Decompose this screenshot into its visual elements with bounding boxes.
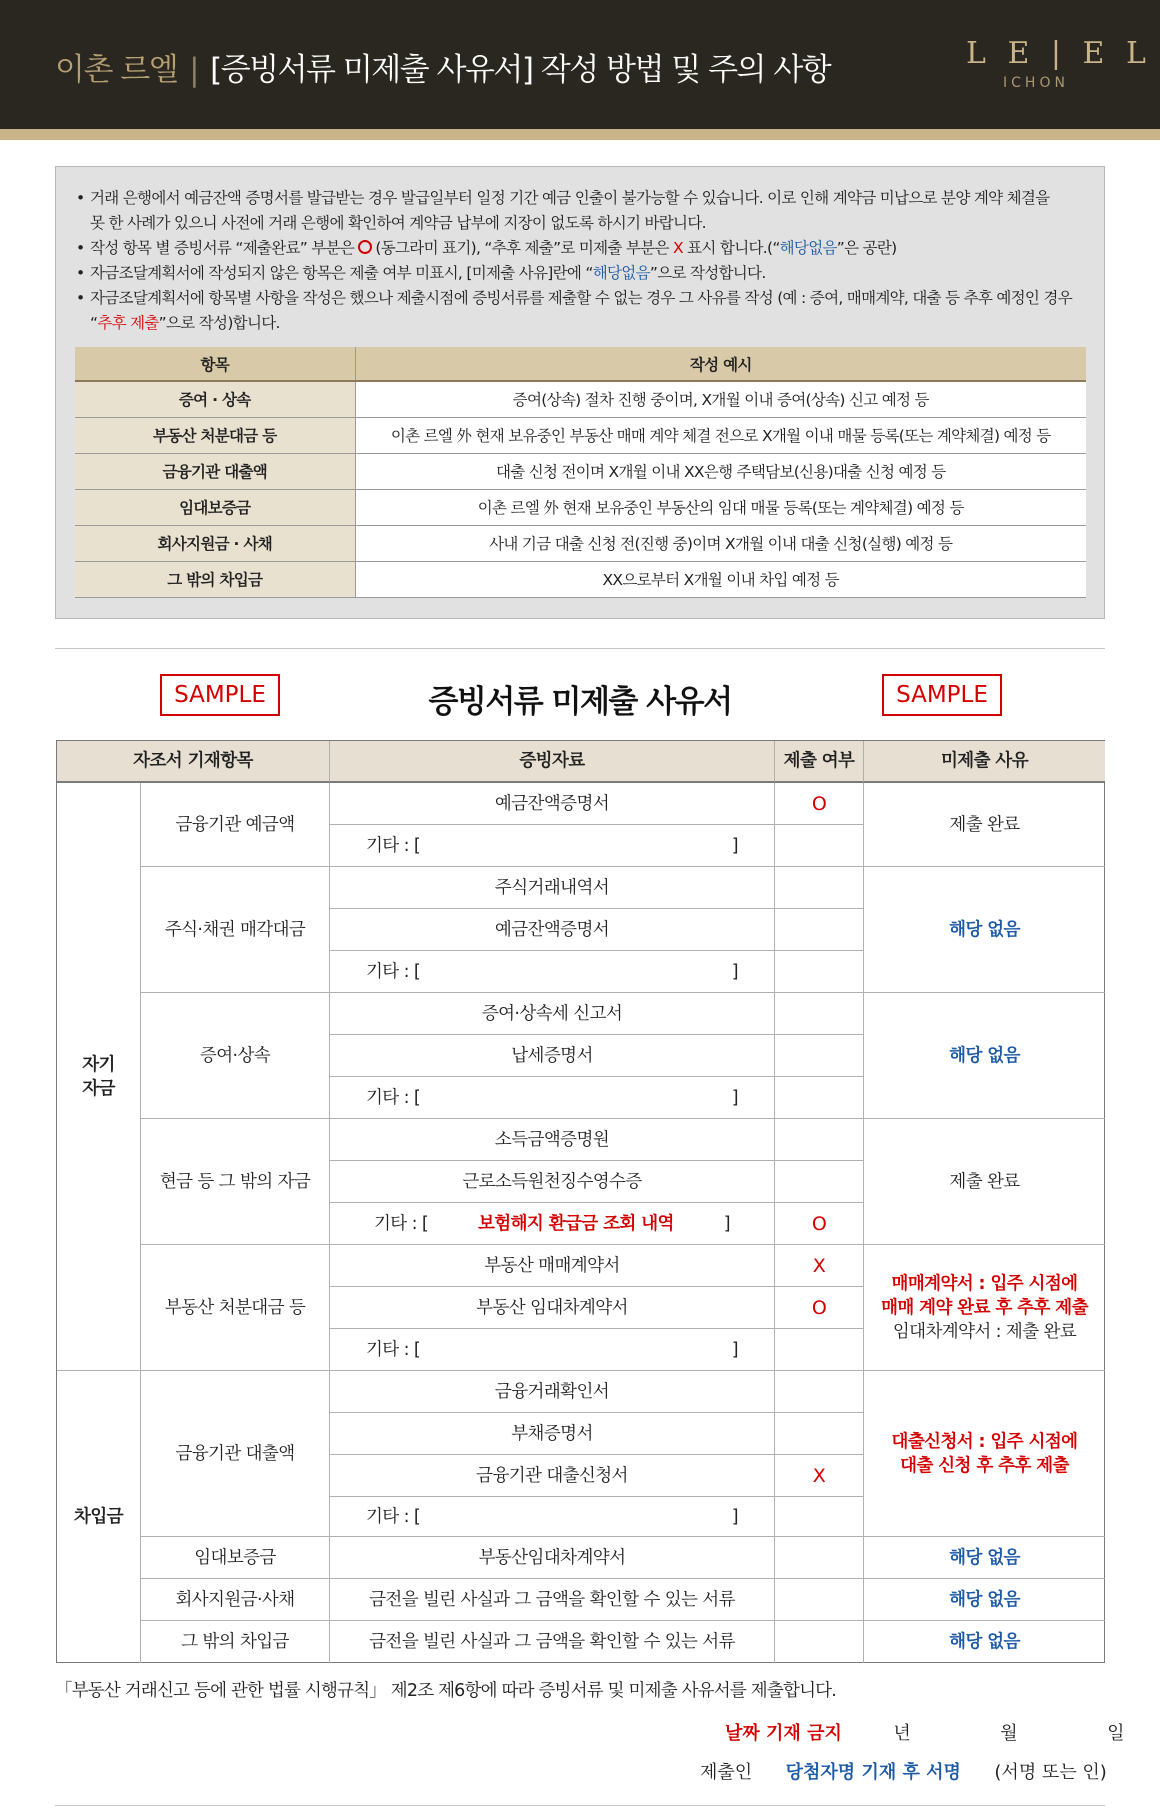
- sample-stamp-right: SAMPLE: [882, 674, 1002, 716]
- form-title: 증빙서류 미제출 사유서: [428, 684, 732, 720]
- circle-mark-icon: [358, 240, 372, 254]
- group-own-funds: 자기 자금: [57, 783, 141, 1371]
- reason-line: 매매 계약 완료 후 추후 제출: [881, 1297, 1088, 1318]
- doc-debt-cert: 부채증명서: [330, 1413, 775, 1455]
- etc-label: 기타 : [: [366, 961, 421, 982]
- group-borrowed: 차입금: [57, 1371, 141, 1663]
- example-header-item: 항목: [75, 347, 355, 381]
- submitted-empty: [775, 1161, 864, 1203]
- notice-box: [55, 166, 1105, 619]
- etc-label: 기타 : [: [374, 1213, 429, 1234]
- header-reason: 미제출 사유: [864, 741, 1105, 783]
- submitted-empty: [775, 1579, 864, 1621]
- doc-borrow-proof: 금전을 빌린 사실과 그 금액을 확인할 수 있는 서류: [330, 1621, 775, 1663]
- example-text: 사내 기금 대출 신청 전(진행 중)이며 X개월 이내 대출 신청(실행) 예정 등: [355, 525, 1086, 561]
- reason-stock: 해당 없음: [864, 867, 1105, 993]
- signature-note: 당첨자명 기재 후 서명: [785, 1762, 961, 1783]
- table-row: [75, 381, 1086, 417]
- table-row: [75, 453, 1086, 489]
- notice-text: ”으로 작성합니다.: [649, 264, 766, 282]
- doc-borrow-proof: 금전을 빌린 사실과 그 금액을 확인할 수 있는 서류: [330, 1579, 775, 1621]
- etc-label: 기타 : [: [366, 1506, 421, 1527]
- doc-lease-contract: 부동산 임대차계약서: [330, 1287, 775, 1329]
- item-other-loan: 그 밖의 차입금: [141, 1621, 330, 1663]
- reason-realestate: [864, 1245, 1105, 1371]
- example-header-example: 작성 예시: [355, 347, 1086, 381]
- submitted-empty: [775, 1371, 864, 1413]
- notice-highlight: 해당없음: [592, 264, 650, 282]
- etc-value: 보험해지 환급금 조회 내역: [477, 1213, 674, 1234]
- example-item: 금융기관 대출액: [75, 453, 355, 489]
- item-realestate: 부동산 처분대금 등: [141, 1245, 330, 1371]
- doc-rent-contract: 부동산임대차계약서: [330, 1537, 775, 1579]
- x-mark: X: [673, 239, 683, 257]
- doc-fin-confirm: 금융거래확인서: [330, 1371, 775, 1413]
- example-text: 대출 신청 전이며 X개월 이내 XX은행 주택담보(신용)대출 신청 예정 등: [355, 453, 1086, 489]
- submitted-empty: [775, 867, 864, 909]
- example-item: 임대보증금: [75, 489, 355, 525]
- doc-etc-field[interactable]: [330, 1497, 775, 1537]
- etc-bracket: ]: [731, 1339, 738, 1360]
- submitted-empty: [775, 1413, 864, 1455]
- title-separator: |: [189, 52, 199, 88]
- example-item: 부동산 처분대금 등: [75, 417, 355, 453]
- doc-etc-field[interactable]: [330, 1329, 775, 1371]
- header-accent-bar: [0, 129, 1160, 140]
- doc-stock-history: 주식거래내역서: [330, 867, 775, 909]
- notice-text: 자금조달계획서에 작성되지 않은 항목은 제출 여부 미표시, [미제출 사유]란에 “: [90, 264, 593, 282]
- item-stock: 주식·채권 매각대금: [141, 867, 330, 993]
- logo-subtext: ICHON: [1003, 75, 1069, 91]
- legal-statement: 「부동산 거래신고 등에 관한 법률 시행규칙」 제2조 제6항에 따라 증빙서류 및 미제출 사유서를 제출합니다.: [55, 1681, 837, 1701]
- notice-list: [76, 186, 1086, 336]
- doc-sale-contract: 부동산 매매계약서: [330, 1245, 775, 1287]
- submitted-empty: [775, 825, 864, 867]
- example-text: 이촌 르엘 外 현재 보유중인 부동산의 임대 매물 등록(또는 계약체결) 예정 등: [355, 489, 1086, 525]
- title-text: [증빙서류 미제출 사유서] 작성 방법 및 주의 사항: [210, 52, 831, 88]
- submitted-mark: O: [775, 1203, 864, 1245]
- submitted-empty: [775, 1497, 864, 1537]
- notice-highlight: 추후 제출: [97, 314, 159, 332]
- reason-deposit: 제출 완료: [864, 783, 1105, 867]
- item-rent-deposit: 임대보증금: [141, 1537, 330, 1579]
- submitter-label: 제출인: [700, 1762, 753, 1783]
- item-company-loan: 회사지원금·사채: [141, 1579, 330, 1621]
- etc-bracket: ]: [731, 1506, 738, 1527]
- example-item: 회사지원금 · 사채: [75, 525, 355, 561]
- notice-text: 표시 합니다.(“: [687, 239, 780, 257]
- doc-gift-tax: 증여·상속세 신고서: [330, 993, 775, 1035]
- example-text: 이촌 르엘 外 현재 보유중인 부동산 매매 계약 체결 전으로 X개월 이내 매물 등록(또는 계약체결) 예정 등: [355, 417, 1086, 453]
- reason-gift: 해당 없음: [864, 993, 1105, 1119]
- example-text: XX으로부터 X개월 이내 차입 예정 등: [355, 561, 1086, 597]
- notice-text: ”은 공란): [836, 239, 897, 257]
- etc-label: 기타 : [: [366, 1339, 421, 1360]
- reason-line: 임대차계약서 : 제출 완료: [892, 1321, 1077, 1342]
- page-title: [55, 44, 830, 89]
- logo: [966, 36, 1152, 91]
- example-item: 증여 · 상속: [75, 381, 355, 417]
- submitted-mark: X: [775, 1245, 864, 1287]
- notice-text: 작성 항목 별 증빙서류 “제출완료” 부분은: [90, 239, 355, 257]
- form-table: [56, 740, 1105, 1663]
- date-line: [725, 1719, 1124, 1745]
- doc-tax-paid: 납세증명서: [330, 1035, 775, 1077]
- table-row: [75, 525, 1086, 561]
- etc-label: 기타 : [: [366, 835, 421, 856]
- item-gift: 증여·상속: [141, 993, 330, 1119]
- etc-bracket: ]: [731, 1087, 738, 1108]
- sample-stamp-left: SAMPLE: [160, 674, 280, 716]
- submitted-mark: X: [775, 1455, 864, 1497]
- submitted-empty: [775, 951, 864, 993]
- notice-text: ”으로 작성)합니다.: [158, 314, 280, 332]
- example-item: 그 밖의 차입금: [75, 561, 355, 597]
- notice-item: [76, 261, 1086, 286]
- submitted-empty: [775, 993, 864, 1035]
- doc-etc-field[interactable]: [330, 951, 775, 993]
- doc-withholding: 근로소득원천징수영수증: [330, 1161, 775, 1203]
- submitted-empty: [775, 909, 864, 951]
- signature-seal-label: (서명 또는 인): [994, 1762, 1107, 1783]
- doc-loan-apply: 금융기관 대출신청서: [330, 1455, 775, 1497]
- header-submitted: 제출 여부: [775, 741, 864, 783]
- reason-other: 해당 없음: [949, 1632, 1020, 1652]
- submitted-empty: [775, 1119, 864, 1161]
- table-row: [75, 489, 1086, 525]
- example-table: [75, 347, 1086, 598]
- logo-wordmark: L E | E L: [966, 36, 1152, 71]
- table-row: [75, 417, 1086, 453]
- section-divider: [55, 648, 1105, 649]
- etc-bracket: ]: [731, 961, 738, 982]
- etc-bracket: ]: [723, 1213, 730, 1234]
- reason-line: 대출신청서 : 입주 시점에: [891, 1431, 1078, 1452]
- example-text: 증여(상속) 절차 진행 중이며, X개월 이내 증여(상속) 신고 예정 등: [355, 381, 1086, 417]
- reason-cash: 제출 완료: [864, 1119, 1105, 1245]
- date-year-label: 년: [893, 1723, 911, 1744]
- etc-label: 기타 : [: [366, 1087, 421, 1108]
- submitted-empty: [775, 1035, 864, 1077]
- item-deposit: 금융기관 예금액: [141, 783, 330, 867]
- reason-line: 매매계약서 : 입주 시점에: [891, 1273, 1078, 1294]
- submitted-mark: O: [775, 783, 864, 825]
- bottom-divider: [55, 1805, 1105, 1806]
- doc-etc-field[interactable]: [330, 1203, 775, 1245]
- date-warning: 날짜 기재 금지: [725, 1723, 842, 1744]
- doc-income: 소득금액증명원: [330, 1119, 775, 1161]
- header-bar: [0, 0, 1160, 129]
- doc-deposit-cert: 예금잔액증명서: [330, 909, 775, 951]
- notice-item: [76, 186, 1086, 211]
- notice-item: [76, 286, 1086, 311]
- quote: “: [90, 314, 98, 332]
- submitted-mark: O: [775, 1287, 864, 1329]
- table-row: [75, 561, 1086, 597]
- date-day-label: 일: [1107, 1723, 1125, 1744]
- item-cash: 현금 등 그 밖의 자금: [141, 1119, 330, 1245]
- date-month-label: 월: [1000, 1723, 1018, 1744]
- submitted-empty: [775, 1537, 864, 1579]
- doc-etc-field[interactable]: [330, 825, 775, 867]
- item-bank-loan: 금융기관 대출액: [141, 1371, 330, 1537]
- reason-line: 대출 신청 후 추후 제출: [900, 1455, 1069, 1476]
- notice-text: (동그라미 표기), “추후 제출”로 미제출 부분은: [375, 239, 669, 257]
- notice-text: 거래 은행에서 예금잔액 증명서를 발급받는 경우 발급일부터 일정 기간 예금 인출이 불가능할 수 있습니다. 이로 인해 계약금 미납으로 분양 계약 체결을: [90, 189, 1050, 207]
- doc-deposit-cert: 예금잔액증명서: [330, 783, 775, 825]
- notice-text: 못 한 사례가 있으니 사전에 거래 은행에 확인하여 계약금 납부에 지장이 없도록 하시기 바랍니다.: [90, 214, 706, 232]
- header-funding-item: 자조서 기재항목: [57, 741, 330, 783]
- notice-item: [76, 236, 1086, 261]
- notice-continuation: [76, 311, 1086, 336]
- brand-name: 이촌 르엘: [55, 52, 178, 88]
- reason-bank-loan: [864, 1371, 1105, 1537]
- doc-etc-field[interactable]: [330, 1077, 775, 1119]
- signature-line: [700, 1758, 1107, 1784]
- notice-text: 자금조달계획서에 항목별 사항을 작성은 했으나 제출시점에 증빙서류를 제출할 수 없는 경우 그 사유를 작성 (예 : 증여, 매매계약, 대출 등 추후 예정인 경우: [90, 289, 1072, 307]
- submitted-empty: [775, 1621, 864, 1663]
- reason-rent: 해당 없음: [864, 1537, 1105, 1579]
- notice-continuation: [76, 211, 1086, 236]
- etc-bracket: ]: [731, 835, 738, 856]
- notice-highlight: 해당없음: [779, 239, 837, 257]
- submitted-empty: [775, 1077, 864, 1119]
- reason-company: 해당 없음: [864, 1579, 1105, 1621]
- submitted-empty: [775, 1329, 864, 1371]
- header-evidence: 증빙자료: [330, 741, 775, 783]
